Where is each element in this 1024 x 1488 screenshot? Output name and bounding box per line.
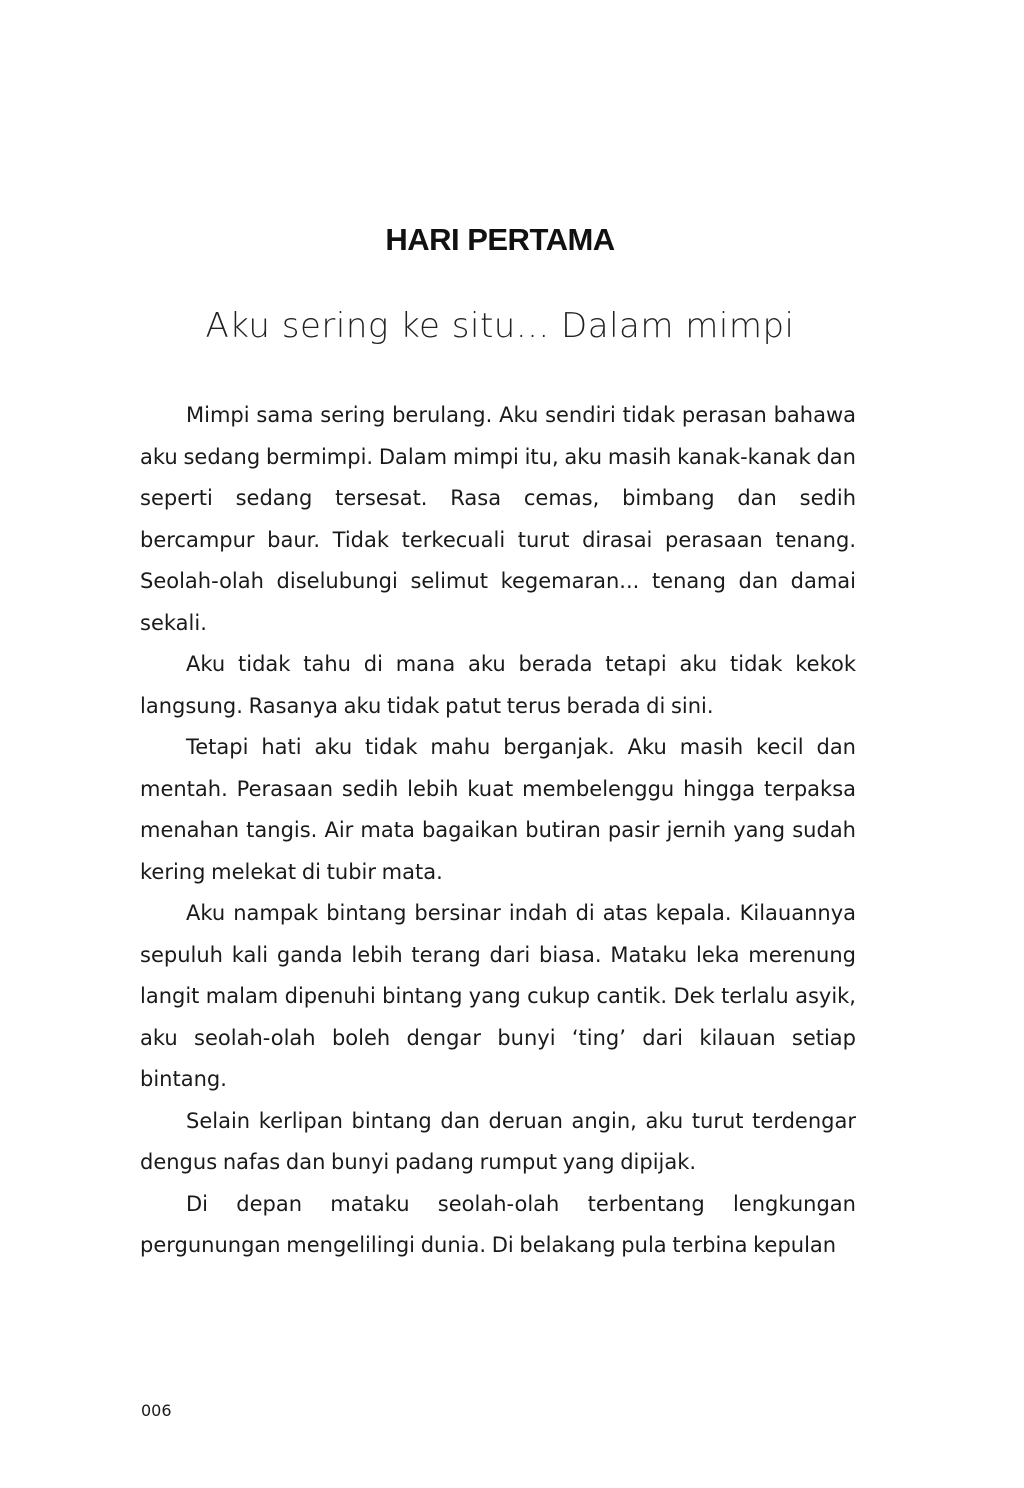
paragraph: Selain kerlipan bintang dan deruan angin, aku turut terdengar dengus nafas dan bunyi padang rumput yang dipijak. [140, 1108, 856, 1174]
body-text [140, 395, 856, 1267]
paragraph: Tetapi hati aku tidak mahu berganjak. Aku masih kecil dan mentah. Perasaan sedih lebih kuat membelenggu hingga terpaksa menahan tangis. Air mata bagaikan butiran pasir jernih yang sudah kering melekat di tubir mata. [140, 735, 856, 884]
chapter-title: HARI PERTAMA [385, 222, 615, 257]
paragraph: Aku tidak tahu di mana aku berada tetapi aku tidak kekok langsung. Rasanya aku tidak patut terus berada di sini. [140, 652, 856, 718]
chapter-subtitle: Aku sering ke situ... Dalam mimpi [205, 306, 795, 346]
paragraph: Mimpi sama sering berulang. Aku sendiri tidak perasan bahawa aku sedang bermimpi. Dalam mimpi itu, aku masih kanak-kanak dan seperti sedang tersesat. Rasa cemas, bimbang dan sedih bercampur baur. Tidak terkecuali turut dirasai perasaan tenang. Seolah-olah diselubungi selimut kegemaran... tenang dan damai sekali. [140, 403, 856, 635]
page-number: 006 [141, 1401, 172, 1420]
paragraph: Di depan mataku seolah-olah terbentang lengkungan pergunungan mengelilingi dunia. Di belakang pula terbina kepulan [140, 1191, 856, 1257]
paragraph: Aku nampak bintang bersinar indah di atas kepala. Kilauannya sepuluh kali ganda lebih terang dari biasa. Mataku leka merenung langit malam dipenuhi bintang yang cukup cantik. Dek terlalu asyik, aku seolah-olah boleh dengar bunyi ‘ting’ dari kilauan setiap bintang. [140, 901, 856, 1091]
